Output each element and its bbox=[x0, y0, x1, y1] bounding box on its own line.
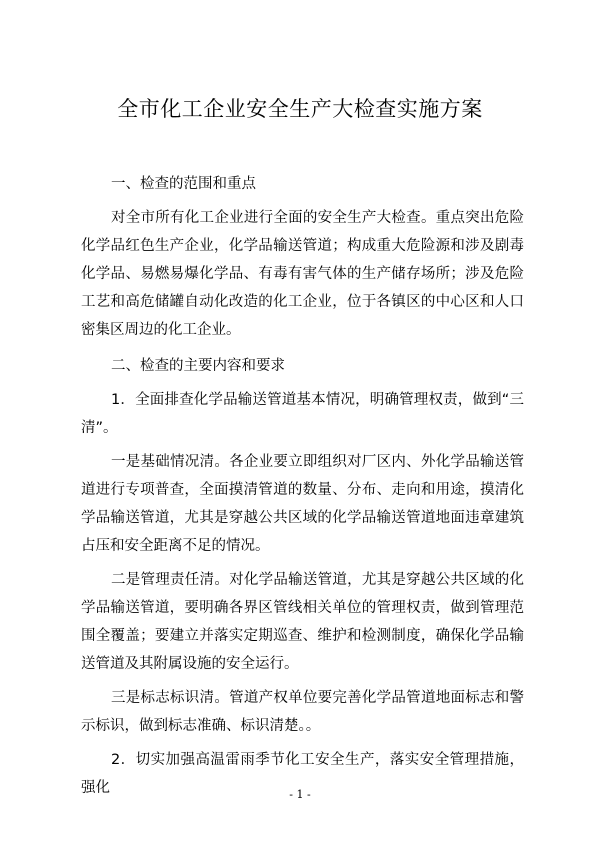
page-number: - 1 - bbox=[289, 788, 311, 801]
section-2-paragraph-4: 三是标志标识清。管道产权单位要完善化学品管道地面标志和警示标识，做到标志准确、标识清楚。。 bbox=[81, 690, 524, 734]
section-heading-2: 二、检查的主要内容和要求 bbox=[111, 358, 285, 374]
section-2-paragraph-1: 1．全面排查化学品输送管道基本情况，明确管理权责，做到“三清”。 bbox=[81, 392, 524, 436]
section-2-paragraph-2: 一是基础情况清。各企业要立即组织对厂区内、外化学品输送管道进行专项普查，全面摸清管道的数量、分布、走向和用途，摸清化学品输送管道，尤其是穿越公共区域的化学品输送管道地面违章建筑占压和安全距离不足的情况。 bbox=[81, 454, 524, 554]
section-heading-1: 一、检查的范围和重点 bbox=[111, 176, 256, 192]
document-title: 全市化工企业安全生产大检查实施方案 bbox=[117, 97, 483, 121]
section-2-paragraph-3: 二是管理责任清。对化学品输送管道，尤其是穿越公共区域的化学品输送管道，要明确各界区管线相关单位的管理权责，做到管理范围全覆盖；要建立并落实定期巡查、维护和检测制度，确保化学品输送管道及其附属设施的安全运行。 bbox=[81, 572, 524, 672]
section-1-paragraph: 对全市所有化工企业进行全面的安全生产大检查。重点突出危险化学品红色生产企业，化学品输送管道；构成重大危险源和涉及剧毒化学品、易燃易爆化学品、有毒有害气体的生产储存场所；涉及危险工艺和高危储罐自动化改造的化工企业，位于各镇区的中心区和人口密集区周边的化工企业。 bbox=[81, 210, 524, 338]
document-body bbox=[81, 170, 524, 808]
section-2-paragraph-5: 2．切实加强高温雷雨季节化工安全生产，落实安全管理措施，强化 bbox=[81, 752, 524, 796]
